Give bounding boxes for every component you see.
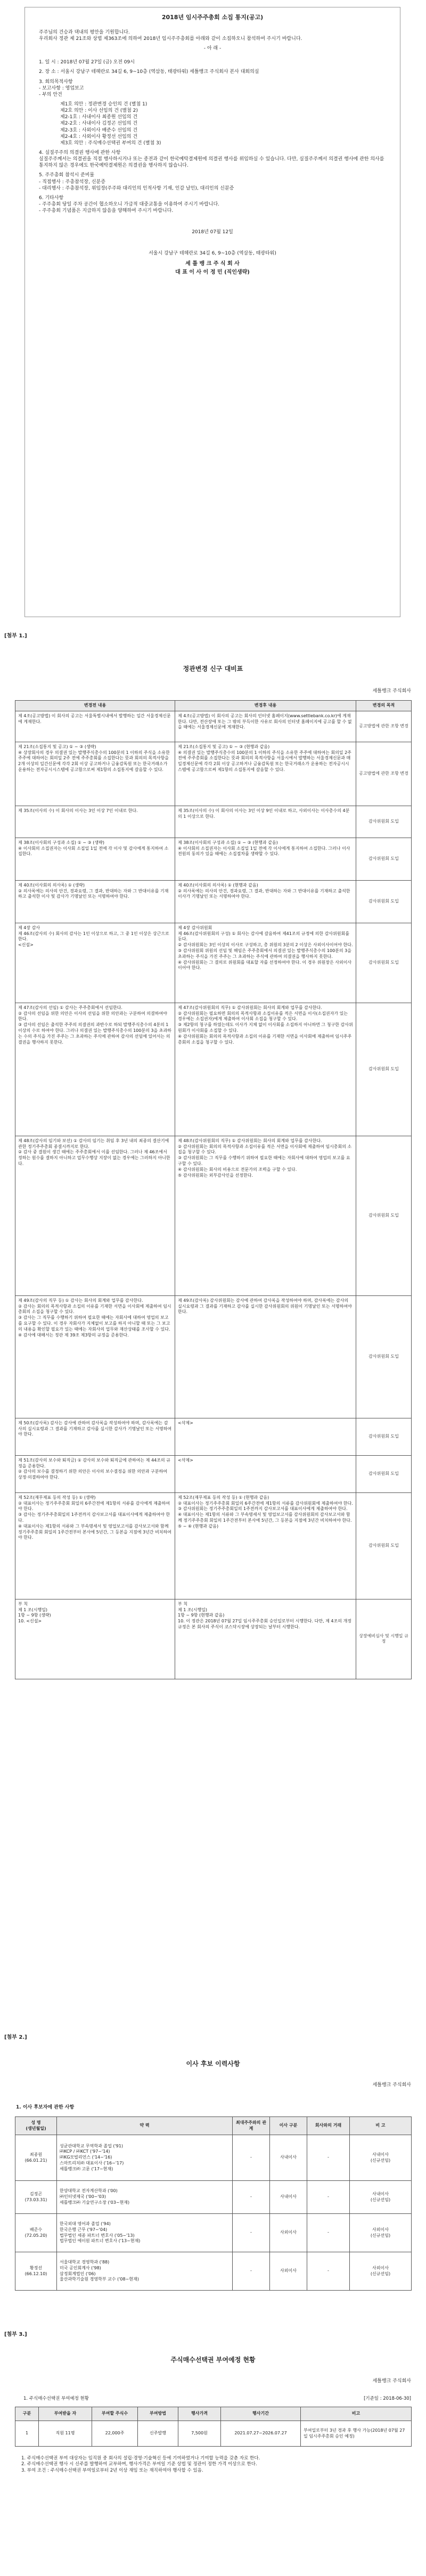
amend-reason: 감사위원회 도입	[356, 880, 412, 923]
notice-item-etc: 6. 기타사항 - 주주총회 당일 주차 공간이 협소하오니 가급적 대중교통을 이용하여 주시기 바랍니다. - 주주총회 기념품은 지급하지 않음을 양해하여 주시기 바랍니다.	[39, 195, 220, 214]
table-row	[15, 711, 412, 742]
amend-after: 제 35조(이사의 수) 이 회사의 이사는 3인 이상 9인 이내로 하고, 사외이사는 이사총수의 4분의 1 이상으로 한다.	[175, 806, 356, 838]
table-row	[15, 742, 412, 806]
amend-reason: 감사위원회 도입	[356, 806, 412, 838]
notice-intro: 주주님의 건승과 댁내의 평안을 기원합니다. 우리회사 정관 제 21조와 상법 제363조에 의하여 2018년 임시주주총회를 아래와 같이 소집하오니 참석하여 주시기 바랍니다.	[39, 29, 302, 42]
dir-relation: -	[233, 2214, 270, 2252]
amend-before: 제 40조(이사회의 의사록) ① (생략) ② 의사록에는 의사의 안건, 경과요령, 그 결과, 반대하는 자와 그 반대이유를 기재하고 출석한 이사 및 감사가 기명날인 또는 서명하여야 한다.	[15, 880, 175, 923]
appendix2-company: 세틀뱅크 주식회사	[372, 2082, 411, 2088]
notice-ceo: 대 표 이 사 이 정 민 (직인생략)	[175, 269, 250, 275]
amend-before: 제 35조(이사의 수) 이 회사의 이사는 3인 이상 7인 이내로 한다.	[15, 806, 175, 838]
appendix3-title: 주식매수선택권 부여예정 현황	[170, 2356, 256, 2364]
notice-item-agenda-title: 3. 회의목적사항 - 보고사항 : 영업보고 - 부의 안건	[39, 79, 84, 97]
director-table	[15, 2116, 412, 2291]
notice-ahrae: - 아 래 -	[203, 46, 222, 52]
so-period: 2021.07.27~2026.07.27	[221, 2421, 301, 2447]
appendix2-title: 이사 후보 이력사항	[186, 2060, 240, 2068]
dir-note: 사내이사 (신규선임)	[350, 2135, 412, 2181]
notice-agenda-list: 제1호 의안 : 정관변경 승인의 건 (별첨 1) 제2호 의안 : 이사 선임의 건 (별첨 2) 제2-1호 : 사내이사 최종원 선임의 건 제2-2호 : 사내이사 김정곤 선임의 건 제2-3호 : 사외이사 배준수 선임의 건 제2-4호 : 사외이사 황정선 선임의 건 제3호 의안 : 주식매수선택권 부여의 건 (별첨 3)	[60, 101, 161, 146]
so-header-note: 비고	[301, 2407, 412, 2421]
notice-item-place: 2. 장 소 : 서울시 강남구 테헤란로 34길 6, 9~10층 (역삼동, 태광타워) 세틀뱅크 주식회사 본사 대회의실	[39, 69, 259, 75]
amend-after: 제 38조(이사회의 구성과 소집) ① ~ ③ (현행과 같음) ④ 이사회의 소집권자는 이사회 소집일 1일 전에 각 이사에게 통지하여 소집한다. 그러나 이사 전원의 동의가 있을 때에는 소집절차를 생략할 수 있다.	[175, 838, 356, 880]
so-shares: 22,000주	[92, 2421, 138, 2447]
table-row	[15, 806, 412, 838]
appendix1-company: 세틀뱅크 주식회사	[372, 688, 411, 694]
amend-before: 제 47조(감사의 선임) ① 감사는 주주총회에서 선임한다. ② 감사의 선임을 위한 의안은 이사의 선임을 위한 의안과는 구분하여 의결하여야 한다. ③ 감사의 선임은 출석한 주주의 의결권의 과반수로 하되 발행주식총수의 4분의 1 이상의 수로 하여야 한다. 그러나 의결권 있는 발행주식총수의 100분의 3을 초과하는 수의 주식을 가진 주주는 그 초과하는 주식에 관하여 감사의 선임에 있어서는 의결권을 행사하지 못한다.	[15, 1003, 175, 1136]
amend-reason: 감사위원회 도입	[356, 838, 412, 880]
dir-header-career: 약 력	[57, 2117, 233, 2135]
amend-after: <삭제>	[175, 1455, 356, 1492]
dir-name: 배준수 (72.05.20)	[15, 2214, 57, 2252]
amend-before: 제 4조(공고방법) 이 회사의 공고는 서울특별시내에서 발행하는 일간 서울경제신문에 게재한다.	[15, 711, 175, 742]
notice-address: 서울시 강남구 테헤란로 34길 6, 9~10층 (역삼동, 태광타워)	[149, 251, 276, 257]
amend-after: 제 48조(감사위원회의 직무) ① 감사위원회는 회사의 회계와 업무를 감사한다. ② 감사위원회는 회의의 목적사항과 소집이유를 적은 서면을 이사회에 제출하여 임시총회의 소집을 청구할 수 있다. ③ 감사위원회는 그 직무를 수행하기 위하여 필요한 때에는 자회사에 대하여 영업의 보고를 요구할 수 있다. ④ 감사위원회는 회사의 비용으로 전문가의 조력을 구할 수 있다. ⑤ 감사위원회는 외부감사인을 선정한다.	[175, 1136, 356, 1295]
amendment-table	[15, 700, 412, 1679]
appendix1-label: [첨부 1.]	[4, 633, 27, 639]
amend-reason: 공고방법에 관한 조항 변경	[356, 742, 412, 806]
amend-after: 제 4장 감사위원회 제 46조(감사위원회의 구성) ① 회사는 감사에 갈음하여 제41조의 규정에 의한 감사위원회를 둔다. ② 감사위원회는 3인 이상의 이사로 구성하고, 총 위원의 3분의 2 이상은 사외이사이어야 한다. ③ 감사위원회 위원의 선임 및 해임은 주주총회에서 의결권 있는 발행주식총수의 100분의 3을 초과하는 주식을 가진 주주는 그 초과하는 주식에 관하여 의결권을 행사하지 못한다. ④ 감사위원회는 그 결의로 위원회를 대표할 자를 선정하여야 한다. 이 경우 위원장은 사외이사이어야 한다.	[175, 923, 356, 1003]
amend-reason: 감사위원회 도입	[356, 1418, 412, 1455]
dir-type: 사내이사	[270, 2181, 307, 2214]
amend-before: 제 51조(감사의 보수와 퇴직금) ① 감사의 보수와 퇴직금에 관하여는 제 44조의 규정을 준용한다. ② 감사의 보수를 결정하기 위한 의안은 이사의 보수결정을 위한 의안과 구분하여 상정·의결하여야 한다.	[15, 1455, 175, 1492]
so-header-shares: 부여할 주식수	[92, 2407, 138, 2421]
dir-trade: -	[307, 2181, 350, 2214]
dir-career: 한국외대 영어과 졸업 ('94) 한국은행 근무 ('97~'04) 법무법인 세종 파트너 변호사 ('05~'13) 법무법인 에이원 파트너 변호사 ('13~현재)	[57, 2214, 233, 2252]
amend-before: 제 4장 감사 제 46조(감사의 수) 회사의 감사는 1인 이상으로 하고, 그 중 1인 이상은 상근으로 한다. <신설>	[15, 923, 175, 1003]
dir-name: 김정곤 (73.03.31)	[15, 2181, 57, 2214]
dir-header-trade: 회사와의 거래	[307, 2117, 350, 2135]
dir-relation: -	[233, 2181, 270, 2214]
amend-after: <삭제>	[175, 1418, 356, 1455]
amend-header-reason: 변경의 목적	[356, 701, 412, 711]
amend-after: 제 4조(공고방법) 이 회사의 공고는 회사의 인터넷 홈페이지(www.settlebank.co.kr)에 게재한다. 다만, 전산장애 또는 그 밖의 부득이한 사유로 회사의 인터넷 홈페이지에 공고를 할 수 없을 때에는 서울경제신문에 게재한다.	[175, 711, 356, 742]
so-header-method: 부여방법	[138, 2407, 178, 2421]
amend-reason: 상장예비심사 및 시행일 규정	[356, 1599, 412, 1679]
amend-after: 제 21조(소집통지 및 공고) ① ~ ③ (현행과 같음) ④ 의결권 있는 발행주식총수의 100분의 1 이하의 주식을 소유한 주주에 대하여는 회의일 2주 전에 주주총회를 소집한다는 뜻과 회의의 목적사항을 서울시에서 발행하는 서울경제신문과 매일경제신문에 각각 2회 이상 공고하거나 금융감독원 또는 한국거래소가 운용하는 전자공시시스템에 공고함으로써 제1항의 소집통지에 갈음할 수 있다.	[175, 742, 356, 806]
amend-before: 제 38조(이사회의 구성과 소집) ① ~ ③ (생략) ④ 이사회의 소집권자는 이사회 소집일 1일 전에 각 이사 및 감사에게 통지하여 소집한다.	[15, 838, 175, 880]
amend-reason: 감사위원회 도입	[356, 1455, 412, 1492]
table-row	[15, 838, 412, 880]
amend-reason: 감사위원회 도입	[356, 1136, 412, 1295]
amend-after: 제 52조(재무제표 등의 작성 등) ① (현행과 같음) ② 대표이사는 정기주주총회 회일의 6주간전에 제1항의 서류를 감사위원회에 제출하여야 한다. ③ 감사위원회는 정기주주총회일의 1주전까지 감사보고서를 대표이사에게 제출하여야 한다. ④ 대표이사는 제1항의 서류와 그 부속명세서 및 영업보고서를 감사위원회의 감사보고서와 함께 정기주주총회 회일의 1주간전부터 본사에 5년간, 그 등본을 지점에 3년간 비치하여야 한다. ⑤ ~ ⑥ (현행과 같음)	[175, 1492, 356, 1599]
dir-header-note: 비 고	[350, 2117, 412, 2135]
meeting-notice	[24, 7, 400, 617]
amend-reason: 감사위원회 도입	[356, 923, 412, 1003]
so-header-no: 구분	[15, 2407, 39, 2421]
dir-name: 최종원 (66.01.21)	[15, 2135, 57, 2181]
so-no: 1	[15, 2421, 39, 2447]
table-row	[15, 1418, 412, 1455]
notice-company: 세 틀 뱅 크 주 식 회 사	[185, 260, 240, 267]
dir-trade: -	[307, 2135, 350, 2181]
dir-note: 사내이사 (신규선임)	[350, 2181, 412, 2214]
amend-header-before: 변경전 내용	[15, 701, 175, 711]
dir-career: 성균관대학교 무역학과 졸업 ('91) ㈜KCP / ㈜KCT ('97~'14) ㈜KG모빌리언스 ('14~'16) 스마트리치㈜ 대표이사 ('16~'17) 세틀뱅크㈜ 고문 ('17~현재)	[57, 2135, 233, 2181]
so-header-price: 행사가격	[178, 2407, 221, 2421]
amend-before: 제 49조(감사의 직무 등) ① 감사는 회사의 회계와 업무를 감사한다. ② 감사는 회의의 목적사항과 소집의 이유를 기재한 서면을 이사회에 제출하여 임시총회의 소집을 청구할 수 있다. ③ 감사는 그 직무를 수행하기 위하여 필요한 때에는 자회사에 대하여 영업의 보고를 요구할 수 있다. 이 경우 자회사가 지체없이 보고를 하지 아니할 때 또는 그 보고의 내용을 확인할 필요가 있는 때에는 자회사의 업무와 재산상태를 조사할 수 있다. ④ 감사에 대해서는 정관 제 39조 제3항의 규정을 준용한다.	[15, 1295, 175, 1418]
dir-header-type: 이사 구분	[270, 2117, 307, 2135]
table-row	[15, 2181, 412, 2214]
appendix2-label: [첨부 2.]	[4, 2034, 27, 2040]
table-row	[15, 1455, 412, 1492]
amend-before: 제 52조(재무제표 등의 작성 등) ① (생략) ② 대표이사는 정기주주총회 회일의 6주간전에 제1항의 서류를 감사에게 제출하여야 한다. ③ 감사는 정기주주총회일의 1주전까지 감사보고서를 대표이사에게 제출하여야 한다. ④ 대표이사는 제1항의 서류와 그 부속명세서 및 영업보고서를 감사보고서와 함께 정기주주총회 회일의 1주간전부터 본사에 5년간, 그 등본을 지점에 3년간 비치하여야 한다.	[15, 1492, 175, 1599]
table-row	[15, 880, 412, 923]
dir-trade: -	[307, 2214, 350, 2252]
dir-type: 사외이사	[270, 2214, 307, 2252]
amend-after: 제 49조(감사록) 감사위원회는 감사에 관하여 감사록을 작성하여야 하며, 감사록에는 감사의 실시요령과 그 결과를 기재하고 감사를 실시한 감사위원회의 위원이 기명날인 또는 서명하여야 한다.	[175, 1295, 356, 1418]
stock-option-table	[15, 2407, 412, 2447]
amend-after: 제 40조(이사회의 의사록) ① (현행과 같음) ② 의사록에는 의사의 안건, 경과요령, 그 결과, 반대하는 자와 그 반대이유를 기재하고 출석한 이사가 기명날인 또는 서명하여야 한다.	[175, 880, 356, 923]
table-row	[15, 2252, 412, 2291]
table-row	[15, 2135, 412, 2181]
so-note: 부여일로부터 3년 경과 후 행사 가능(2018년 07월 27일 임시주주총회 승인 예정)	[301, 2421, 412, 2447]
table-row	[15, 1492, 412, 1599]
amend-after: 부 칙 제 1 조(시행일) 1항 ~ 9항 (현행과 같음) 10. 이 정관은 2018년 07월 27일 임시주주총회 승인일로부터 시행한다. 다만, 제 4조의 개정규정은 본 회사의 주식이 코스닥시장에 상장되는 날부터 시행한다.	[175, 1599, 356, 1679]
dir-career: 한양대학교 전자계산학과 ('00) ㈜인터넷제국 ('00~'03) 세틀뱅크㈜ 기술연구소장 ('03~현재)	[57, 2181, 233, 2214]
table-row	[15, 1003, 412, 1136]
appendix3-base-date: [기준일 : 2018-06-30]	[364, 2396, 411, 2401]
amend-before: 제 48조(감사의 임기와 보선) ① 감사의 임기는 취임 후 3년 내의 최종의 결산기에 관한 정기주주총회 종결시까지로 한다. ② 감사 중 결원이 생긴 때에는 주주총회에서 이를 선임한다. 그러나 제 46조에서 정하는 원수를 결하지 아니하고 업무수행상 지장이 없는 경우에는 그러하지 아니한다.	[15, 1136, 175, 1295]
dir-type: 사외이사	[270, 2252, 307, 2291]
table-row	[15, 2214, 412, 2252]
amend-reason: 감사위원회 도입	[356, 1003, 412, 1136]
appendix1-title: 정관변경 신구 대비표	[183, 665, 243, 672]
notice-title: 2018년 임시주주총회 소집 통지(공고)	[161, 14, 264, 21]
notice-date: 2018년 07월 12일	[192, 229, 233, 235]
amend-reason: 감사위원회 도입	[356, 1492, 412, 1599]
so-price: 7,500원	[178, 2421, 221, 2447]
so-header-period: 행사기간	[221, 2407, 301, 2421]
so-header-who: 부여받을 자	[39, 2407, 92, 2421]
dir-name: 황정선 (66.12.10)	[15, 2252, 57, 2291]
amend-after: 제 47조(감사위원회의 직무) ① 감사위원회는 회사의 회계와 업무를 감사한다. ② 감사위원회는 필요하면 회의의 목적사항과 소집이유를 적은 서면을 이사(소집권자가 있는 경우에는 소집권자)에게 제출하여 이사회 소집을 청구할 수 있다. ③ 제2항의 청구를 하였는데도 이사가 지체 없이 이사회를 소집하지 아니하면 그 청구한 감사위원회가 이사회를 소집할 수 있다. ④ 감사위원회는 회의의 목적사항과 소집의 이유를 기재한 서면을 이사회에 제출하여 임시주주총회의 소집을 청구할 수 있다.	[175, 1003, 356, 1136]
appendix3-section: 1. 주식매수선택권 부여예정 현황	[23, 2396, 89, 2401]
appendix2-section: 1. 이사 후보자에 관한 사항	[16, 2105, 75, 2110]
table-row	[15, 1295, 412, 1418]
dir-header-name: 성 명 (생년월일)	[15, 2117, 57, 2135]
appendix3-company: 세틀뱅크 주식회사	[372, 2378, 411, 2384]
amend-reason: 공고방법에 관한 조항 변경	[356, 711, 412, 742]
dir-note: 사외이사 (신규선임)	[350, 2214, 412, 2252]
notice-item-prep: 5. 주주총회 참석시 준비물 - 직접행사 : 주총참석장, 신분증 - 대리행사 : 주총참석장, 위임장(주주와 대리인의 인적사항 기재, 인감 날인), 대리인의 신분증	[39, 173, 234, 191]
amend-before: 제 21조(소집통지 및 공고) ① ~ ③ (생략) ④ 상장회사의 경우 의결권 있는 발행주식총수의 100분의 1 이하의 주식을 소유한 주주에 대하여는 회의일 2주 전에 주주총회를 소집한다는 뜻과 회의의 목적사항을 2개 이상의 일간신문에 각각 2회 이상 공고하거나 금융감독원 또는 한국거래소가 운용하는 전자공시시스템에 공고함으로써 제1항의 소집통지에 갈음할 수 있다.	[15, 742, 175, 806]
notice-item-datetime: 1. 일 시 : 2018년 07월 27일 (금) 오전 09시	[39, 60, 135, 65]
notice-item-voting: 4. 실질주주의 의결권 행사에 관한 사항 실질주주께서는 의결권을 직접 행사하시거나 또는 종전과 같이 한국예탁결제원에 의결권 행사를 위임하실 수 있습니다. 다만, 실질주주께서 의결권 행사에 관한 의사를 통지하지 않은 경우에도 한국예탁결제원은 의결권을 행사하지 않습니다.	[39, 150, 384, 169]
dir-note: 사외이사 (신규선임)	[350, 2252, 412, 2291]
so-who: 직원 11명	[39, 2421, 92, 2447]
so-method: 신주발행	[138, 2421, 178, 2447]
amend-reason: 감사위원회 도입	[356, 1295, 412, 1418]
appendix3-label: [첨부 3.]	[4, 2332, 27, 2337]
table-row	[15, 1599, 412, 1679]
dir-type: 사내이사	[270, 2135, 307, 2181]
dir-trade: -	[307, 2252, 350, 2291]
amend-header-after: 변경후 내용	[175, 701, 356, 711]
dir-relation: -	[233, 2252, 270, 2291]
amend-before: 제 50조(감사록) 감사는 감사에 관하여 감사록을 작성하여야 하며, 감사록에는 감사의 실시요령과 그 결과를 기재하고 감사를 실시한 감사가 기명날인 또는 서명하여야 한다.	[15, 1418, 175, 1455]
table-row	[15, 2421, 412, 2447]
dir-career: 서울대학교 경영학과 ('88) 미국 공인회계사 ('98) 삼정회계법인 ('06) 울산과학기술원 경영학부 교수 ('08~현재)	[57, 2252, 233, 2291]
table-row	[15, 1136, 412, 1295]
dir-header-relation: 최대주주와의 관계	[233, 2117, 270, 2135]
table-row	[15, 923, 412, 1003]
dir-relation: -	[233, 2135, 270, 2181]
stock-option-footnotes: 1. 주식매수선택권 부여 대상자는 임직원 중 회사의 설립·경영·기술혁신 등에 기여하였거나 기여할 능력을 갖춘 자로 한다. 2. 주식매수선택권 행사 시 신주를 발행하여 교부하며, 행사가격은 부여일 기준 상법 및 정관이 정한 가격 이상으로 한다. 3. 부여 조건 : 주식매수선택권 부여일로부터 2년 이상 재임 또는 재직하여야 행사할 수 있음.	[21, 2456, 260, 2473]
amend-before: 부 칙 제 1 조(시행일) 1항 ~ 9항 (생략) 10. <신설>	[15, 1599, 175, 1679]
